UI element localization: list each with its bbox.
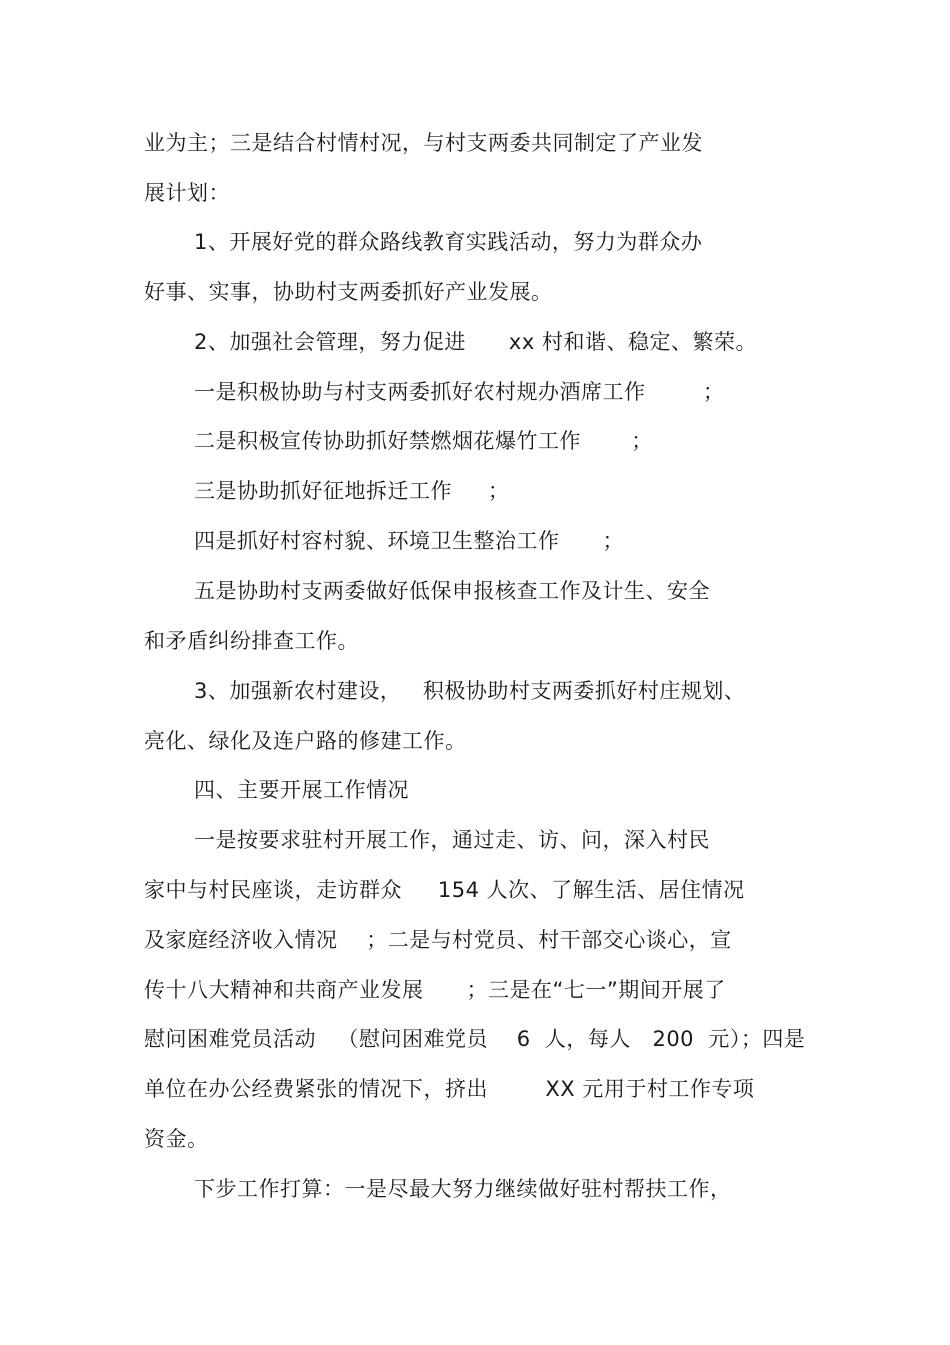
section-heading: 四、主要开展工作情况 [194,778,409,802]
text-line: 五是协助村支两委做好低保申报核查工作及计生、安全 [194,579,710,603]
text-line: 3、加强新农村建设， 积极协助村支两委抓好村庄规划、 [194,679,746,703]
text-line: 好事、实事，协助村支两委抓好产业发展。 [144,280,553,304]
text-line: 及家庭经济收入情况 ；二是与村党员、村干部交心谈心，宣 [144,928,732,952]
text-line: 1、开展好党的群众路线教育实践活动，努力为群众办 [194,230,703,254]
text-line: 资金。 [144,1127,209,1151]
text-line: 2、加强社会管理，努力促进 xx 村和谐、稳定、繁荣。 [194,330,757,354]
text-line: 家中与村民座谈，走访群众 154 人次、了解生活、居住情况 [144,878,745,902]
text-line: 和矛盾纠纷排查工作。 [144,629,359,653]
text-line: 慰问困难党员活动 （慰问困难党员 6 人，每人 200 元）；四是 [144,1027,806,1051]
text-line: 四是抓好村容村貌、环境卫生整治工作 ； [194,529,625,553]
text-line: 传十八大精神和共商产业发展 ；三是在“七一”期间开展了 [144,978,726,1002]
text-line: 业为主；三是结合村情村况，与村支两委共同制定了产业发 [144,131,703,155]
text-line: 三是协助抓好征地拆迁工作 ； [194,479,510,503]
text-line: 二是积极宣传协助抓好禁燃烟花爆竹工作 ； [194,429,653,453]
text-line: 一是积极协助与村支两委抓好农村规办酒席工作 ； [194,380,725,404]
text-line: 下步工作打算：一是尽最大努力继续做好驻村帮扶工作， [194,1177,732,1201]
text-line: 亮化、绿化及连户路的修建工作。 [144,729,467,753]
text-line: 单位在办公经费紧张的情况下，挤出 XX 元用于村工作专项 [144,1077,755,1101]
text-line: 一是按要求驻村开展工作，通过走、访、问，深入村民 [194,828,710,852]
text-line: 展计划： [144,181,230,205]
